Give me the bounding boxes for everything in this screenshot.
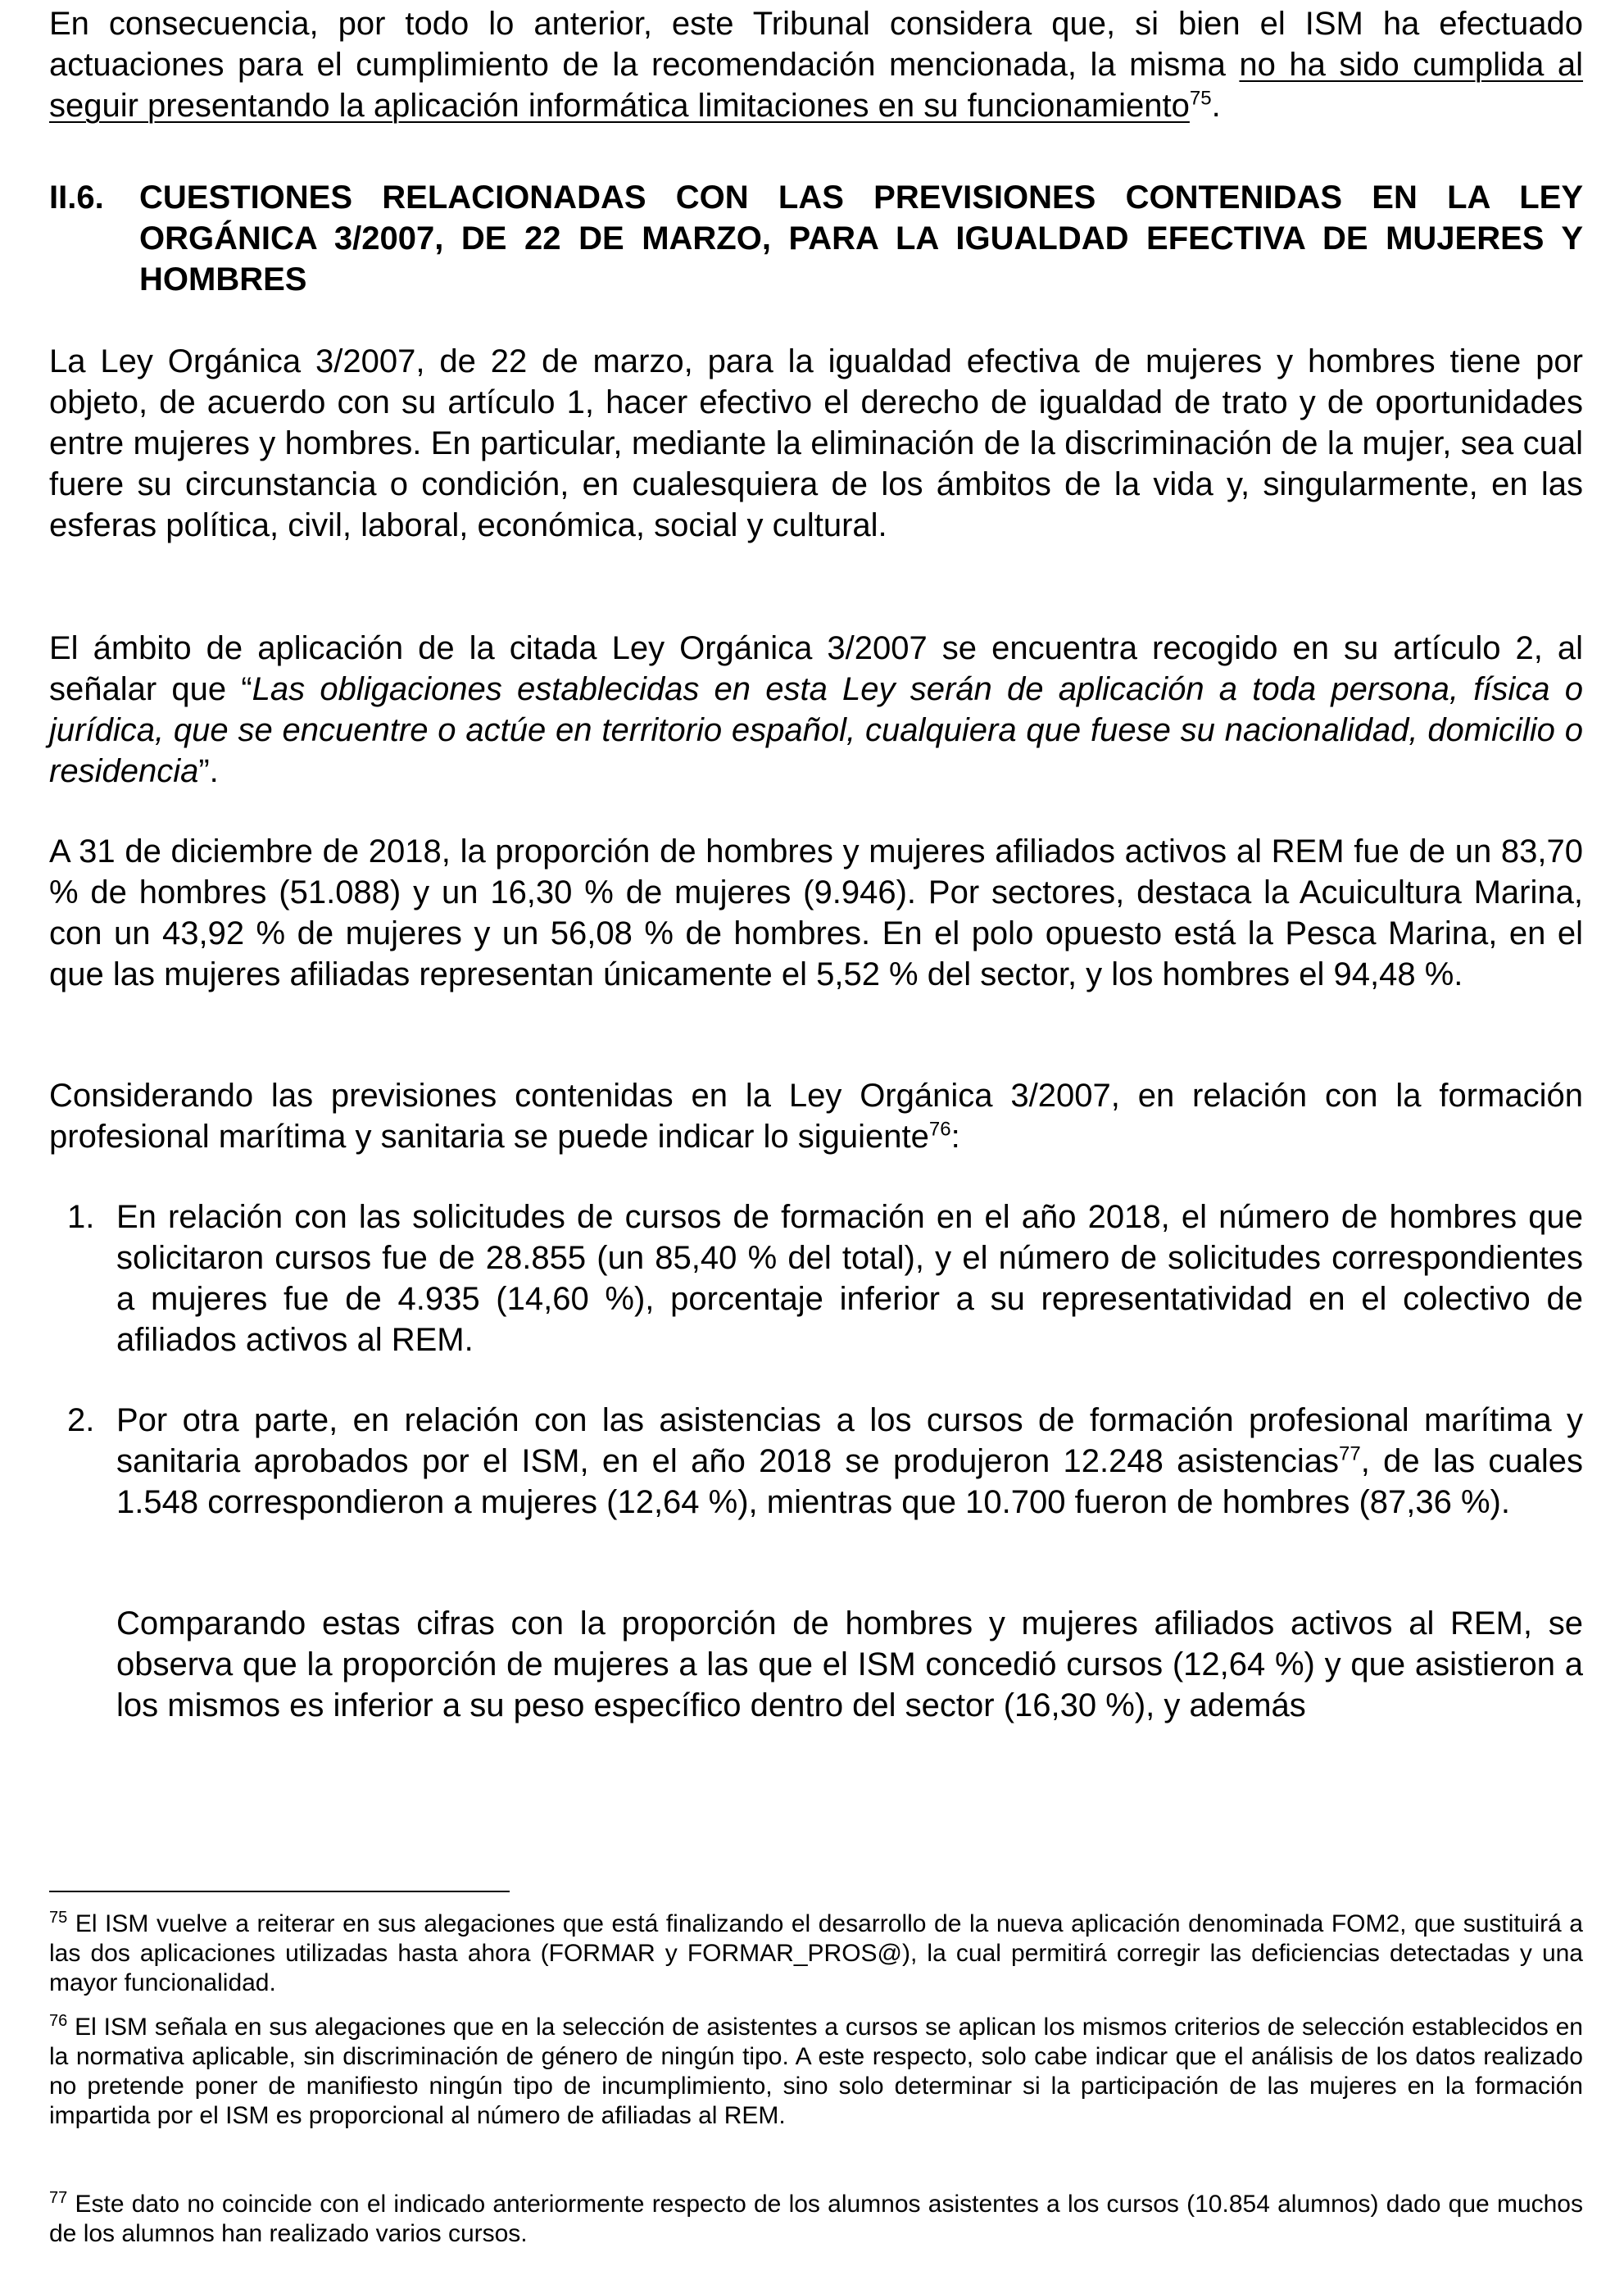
paragraph-text-end: : — [950, 1119, 960, 1155]
quoted-text: Las obligaciones establecidas en esta Ley serán de aplicación a toda persona, física o jurídica, que se encuentre o actúe en territorio español, cualquiera que fuese su nacionalidad, domicilio o residencia — [49, 671, 1583, 789]
list-item-1 — [49, 1197, 1583, 1360]
section-number: II.6. — [49, 179, 104, 216]
footnote-text: El ISM vuelve a reiterar en sus alegaciones que está finalizando el desarrollo de la nueva aplicación denominada FOM2, que sustituirá a las dos aplicaciones utilizadas hasta ahora (FORMAR y FORMAR_PROS@), la cual permitirá corregir las deficiencias detectadas y una mayor funcionalidad. — [49, 1910, 1583, 1996]
paragraph-conclusion — [49, 3, 1583, 126]
footnote-ref-76[interactable]: 76 — [928, 1118, 951, 1141]
footnote-number: 75 — [49, 1909, 68, 1927]
footnote-number: 77 — [49, 2189, 68, 2207]
footnote-number: 76 — [49, 2012, 68, 2030]
section-heading — [49, 177, 1583, 300]
paragraph-ambito — [49, 628, 1583, 792]
paragraph-ley-objeto: La Ley Orgánica 3/2007, de 22 de marzo, para la igualdad efectiva de mujeres y hombres tiene por objeto, de acuerdo con su artículo 1, hacer efectivo el derecho de igualdad de trato y de oportunidades entre mujeres y hombres. En particular, mediante la eliminación de la discriminación de la mujer, sea cual fuere su circunstancia o condición, en cualesquiera de los ámbitos de la vida y, singularmente, en las esferas política, civil, laboral, económica, social y cultural. — [49, 343, 1583, 543]
list-item-text-end: , de las cuales 1.548 correspondieron a mujeres (12,64 %), mientras que 10.700 fueron de hombres (87,36 %). — [116, 1443, 1584, 1520]
footnote-separator — [49, 1891, 510, 1892]
footnote-75 — [49, 1909, 1583, 1998]
list-marker: 1. — [67, 1199, 95, 1235]
paragraph-text-end: ”. — [198, 753, 219, 789]
paragraph-text: Considerando las previsiones contenidas en la Ley Orgánica 3/2007, en relación con la formación profesional marítima y sanitaria se puede indicar lo siguiente — [49, 1078, 1583, 1155]
footnote-ref-77[interactable]: 77 — [1339, 1442, 1361, 1465]
list-item-text: En relación con las solicitudes de cursos de formación en el año 2018, el número de hombres que solicitaron cursos fue de 28.855 (un 85,40 % del total), y el número de solicitudes correspondientes a mujeres fue de 4.935 (14,60 %), porcentaje inferior a su representatividad en el colectivo de afiliados activos al REM. — [116, 1199, 1583, 1358]
list-marker: 2. — [67, 1402, 95, 1438]
paragraph-text: El ámbito de aplicación de la citada Ley Orgánica 3/2007 se encuentra recogido en su artículo 2, al señalar que “ — [49, 630, 1583, 707]
list-item-text — [116, 1400, 1583, 1523]
underlined-text: no ha sido cumplida al seguir presentando la aplicación informática limitaciones en su funcionamiento — [49, 47, 1584, 124]
paragraph-previsiones — [49, 1075, 1583, 1157]
paragraph-text: En consecuencia, por todo lo anterior, este Tribunal considera que, si bien el ISM ha efectuado actuaciones para el cumplimiento de la recomendación mencionada, la misma — [49, 6, 1583, 83]
section-title: CUESTIONES RELACIONADAS CON LAS PREVISIONES CONTENIDAS EN LA LEY ORGÁNICA 3/2007, DE 22 DE MARZO, PARA LA IGUALDAD EFECTIVA DE MUJERES Y HOMBRES — [139, 179, 1583, 297]
paragraph-text-end: . — [1211, 88, 1221, 124]
footnote-77 — [49, 2190, 1583, 2249]
paragraph-proporcion: A 31 de diciembre de 2018, la proporción de hombres y mujeres afiliados activos al REM fue de un 83,70 % de hombres (51.088) y un 16,30 % de mujeres (9.946). Por sectores, destaca la Acuicultura Marina, con un 43,92 % de mujeres y un 56,08 % de hombres. En el polo opuesto está la Pesca Marina, en el que las mujeres afiliadas representan únicamente el 5,52 % del sector, y los hombres el 94,48 %. — [49, 833, 1583, 992]
list-item-text-start: Por otra parte, en relación con las asistencias a los cursos de formación profesional marítima y sanitaria aprobados por el ISM, en el año 2018 se produjeron 12.248 asistencias — [116, 1402, 1583, 1479]
list-item-2 — [49, 1400, 1583, 1523]
footnote-76 — [49, 2013, 1583, 2131]
footnote-ref-75[interactable]: 75 — [1189, 87, 1212, 110]
paragraph-comparando: Comparando estas cifras con la proporción de hombres y mujeres afiliados activos al REM, se observa que la proporción de mujeres a las que el ISM concedió cursos (12,64 %) y que asistieron a los mismos es inferior a su peso específico dentro del sector (16,30 %), y además — [116, 1605, 1583, 1723]
footnote-text: Este dato no coincide con el indicado anteriormente respecto de los alumnos asistentes a los cursos (10.854 alumnos) dado que muchos de los alumnos han realizado varios cursos. — [49, 2191, 1583, 2247]
footnote-text: El ISM señala en sus alegaciones que en la selección de asistentes a cursos se aplican los mismos criterios de selección establecidos en la normativa aplicable, sin discriminación de género de ningún tipo. A este respecto, solo cabe indicar que el análisis de los datos realizado no pretende poner de manifiesto ningún tipo de incumplimiento, sino solo determinar si la participación de las mujeres en la formación impartida por el ISM es proporcional al número de afiliadas al REM. — [49, 2014, 1583, 2129]
